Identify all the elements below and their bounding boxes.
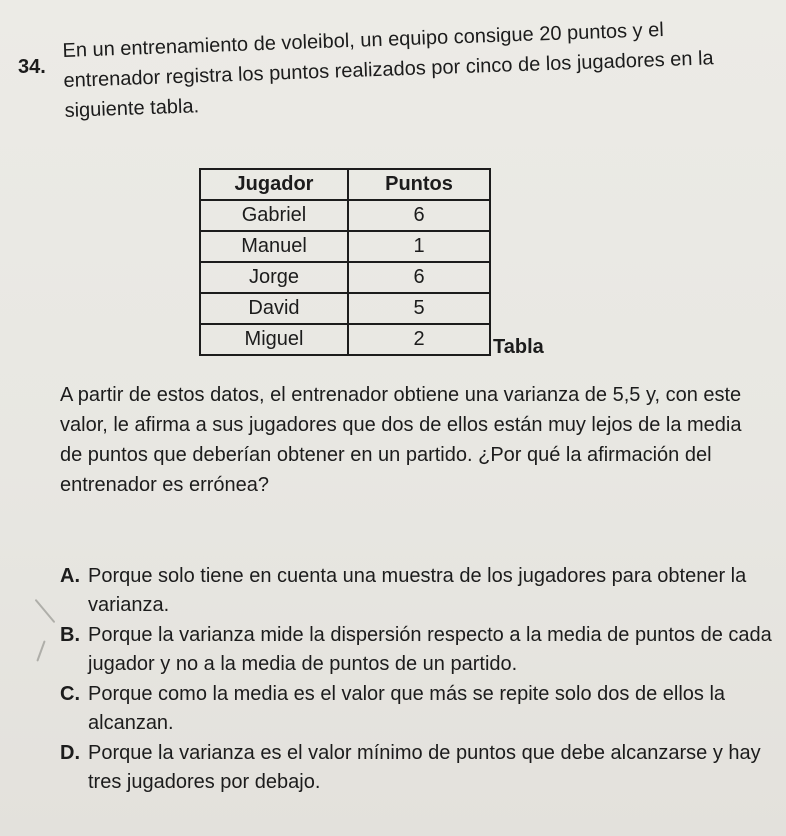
player-name: Jorge xyxy=(200,262,348,293)
table-row xyxy=(200,293,490,324)
player-points: 6 xyxy=(348,200,490,231)
option-letter: D. xyxy=(60,742,80,764)
table-row xyxy=(200,262,490,293)
table-row xyxy=(200,324,490,355)
player-name: David xyxy=(200,293,348,324)
option-letter: A. xyxy=(60,565,80,587)
player-points: 5 xyxy=(348,293,490,324)
option-text: Porque solo tiene en cuenta una muestra de los jugadores para obtener la varianza. xyxy=(88,565,747,616)
option-b[interactable] xyxy=(60,621,780,679)
player-points: 2 xyxy=(348,324,490,355)
header-jugador: Jugador xyxy=(200,169,348,200)
points-table-container xyxy=(199,168,491,356)
player-points: 1 xyxy=(348,231,490,262)
answer-options xyxy=(60,562,780,798)
player-points: 6 xyxy=(348,262,490,293)
problem-intro: En un entrenamiento de voleibol, un equipo consigue 20 puntos y el entrenador registra los puntos realizados por cinco de los jugadores en la siguiente tabla. xyxy=(62,19,714,122)
pencil-mark xyxy=(35,599,56,623)
problem-number: 34. xyxy=(18,56,46,78)
option-letter: B. xyxy=(60,624,80,646)
option-letter: C. xyxy=(60,683,80,705)
option-text: Porque como la media es el valor que más se repite solo dos de ellos la alcanzan. xyxy=(88,683,726,734)
option-text: Porque la varianza mide la dispersión respecto a la media de puntos de cada jugador y no a la media de puntos de un partido. xyxy=(88,624,772,675)
option-a[interactable] xyxy=(60,562,780,620)
header-puntos: Puntos xyxy=(348,169,490,200)
points-table xyxy=(199,168,491,356)
player-name: Miguel xyxy=(200,324,348,355)
table-row xyxy=(200,231,490,262)
table-header-row xyxy=(200,169,490,200)
pencil-mark xyxy=(36,640,45,661)
table-caption: Tabla xyxy=(493,336,544,358)
option-c[interactable] xyxy=(60,680,780,738)
table-row xyxy=(200,200,490,231)
player-name: Gabriel xyxy=(200,200,348,231)
option-d[interactable] xyxy=(60,739,780,797)
option-text: Porque la varianza es el valor mínimo de puntos que debe alcanzarse y hay tres jugadores por debajo. xyxy=(88,742,761,793)
player-name: Manuel xyxy=(200,231,348,262)
problem-question: A partir de estos datos, el entrenador obtiene una varianza de 5,5 y, con este valor, le afirma a sus jugadores que dos de ellos están muy lejos de la media de puntos que deberían obtener en un partido. ¿Por qué la afirmación del entrenador es errónea? xyxy=(60,384,742,496)
